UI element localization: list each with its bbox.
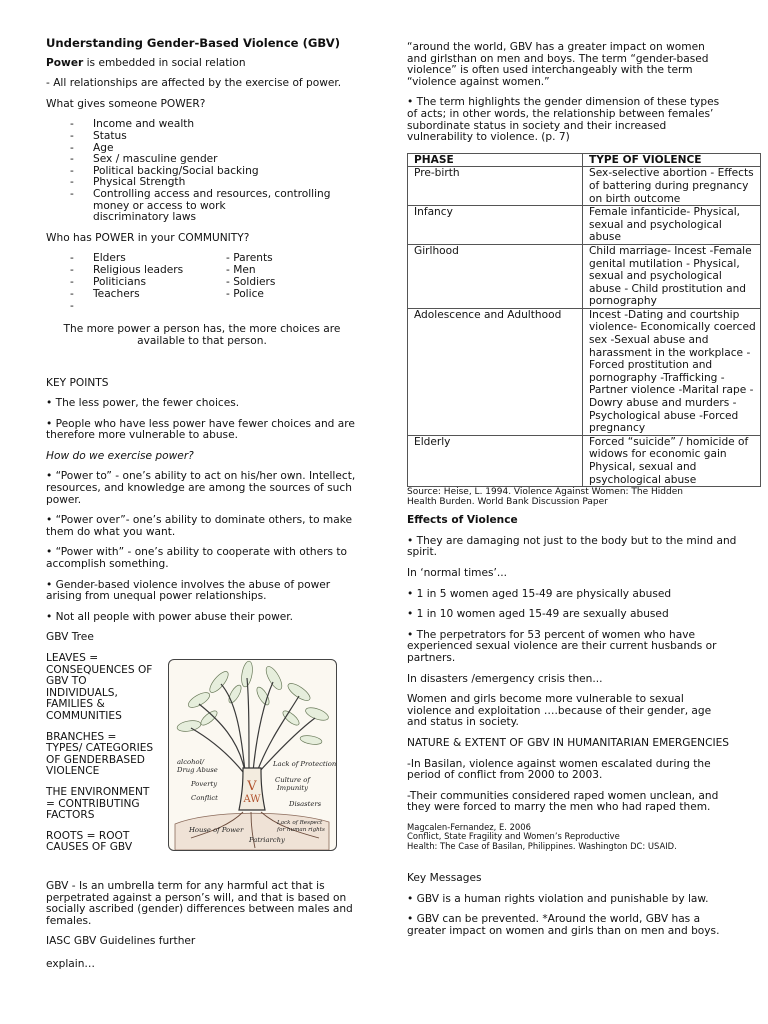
list-item: - Physical Strength — [46, 177, 358, 189]
list-item: - Elders - Parents — [70, 252, 273, 265]
phase-cell: Pre-birth — [408, 167, 583, 206]
table-row — [408, 206, 761, 245]
gbv-tree-illustration — [168, 659, 337, 851]
communities-line: -Their communities considered raped women unclean, and they were forced to marry the men who had raped them. — [407, 789, 719, 814]
list-item-text: discriminatory laws — [93, 211, 197, 224]
who-a: Religious leaders — [93, 264, 184, 277]
effect-point: • 1 in 5 women aged 15-49 are physically abused — [407, 587, 672, 600]
tree-word: Lack of Protection — [273, 760, 336, 768]
left-column — [46, 38, 358, 980]
type-cell: Sex-selective abortion - Effects of battering during pregnancy on birth outcome — [583, 167, 761, 206]
key-points-heading: KEY POINTS — [46, 376, 109, 389]
gbv-tree-heading: GBV Tree — [46, 631, 94, 644]
effect-point: • The perpetrators for 53 percent of women who have experienced sexual violence are their current husbands or partners. — [407, 628, 717, 664]
power-word: Power — [46, 56, 84, 69]
not-all-point: • Not all people with power abuse their power. — [46, 610, 294, 623]
who-b: - Police — [226, 288, 264, 301]
iasc-line: IASC GBV Guidelines further — [46, 935, 196, 948]
tree-label-leaves: LEAVES = CONSEQUENCES OF GBV TO INDIVIDUALS, FAMILIES & COMMUNITIES — [46, 652, 153, 722]
vulnerable-line: Women and girls become more vulnerable to sexual violence and exploitation ….because of their gender, age and status in society. — [407, 693, 712, 729]
key-message: • GBV can be prevented. *Around the world, GBV has a greater impact on women and girls than on men and boys. — [407, 913, 720, 937]
tree-word: Disasters — [289, 800, 322, 808]
list-item: - Status — [46, 131, 358, 143]
column-header-type: TYPE OF VIOLENCE — [583, 153, 761, 167]
umbrella-definition: GBV - Is an umbrella term for any harmful act that is perpetrated against a person’s will, and that is based on socially ascribed (gender) differences between males and females. — [46, 880, 353, 927]
citation-line: Magcalen-Fernandez, E. 2006 — [407, 821, 531, 832]
who-a: Elders — [93, 252, 126, 265]
table-row — [408, 167, 761, 206]
explain-line: explain… — [46, 957, 96, 970]
who-b: - Soldiers — [226, 276, 276, 289]
gbv-tree-section — [46, 653, 358, 875]
tree-word: Patriarchy — [249, 836, 285, 844]
right-column — [407, 42, 763, 946]
key-messages-heading: Key Messages — [407, 872, 482, 885]
effects-heading: Effects of Violence — [407, 514, 518, 527]
table-row — [408, 244, 761, 308]
tree-labels — [46, 653, 156, 863]
who-b: - Men — [226, 264, 256, 277]
tree-word: Culture of — [275, 776, 310, 784]
list-item: - Politicians - Soldiers — [70, 276, 276, 289]
list-item: - Age — [46, 143, 358, 155]
page-title: Understanding Gender-Based Violence (GBV) — [46, 36, 341, 50]
table-row — [408, 435, 761, 486]
type-cell: Female infanticide- Physical, sexual and psychological abuse — [583, 206, 761, 245]
effect-point: • 1 in 10 women aged 15-49 are sexually abused — [407, 608, 669, 621]
nature-heading: NATURE & EXTENT OF GBV IN HUMANITARIAN EMERGENCIES — [407, 736, 730, 749]
list-item: - Teachers - Police — [70, 288, 264, 301]
table-source: Source: Heise, L. 1994. Violence Against Women: The Hidden Health Burden. World Bank Discussion Paper — [407, 487, 683, 508]
phase-cell: Girlhood — [408, 244, 583, 308]
how-exercise-heading: How do we exercise power? — [46, 449, 194, 462]
list-item — [46, 189, 358, 224]
column-header-phase: PHASE — [408, 153, 583, 167]
tree-word: Impunity — [277, 784, 308, 792]
tree-label-environment: THE ENVIRONMENT = CONTRIBUTING FACTORS — [46, 785, 150, 822]
list-item: - Political backing/Social backing — [46, 166, 358, 178]
citation-line: Conflict, State Fragility and Women’s Reproductive — [407, 831, 620, 842]
more-power-note: The more power a person has, the more choices are available to that person. — [63, 323, 341, 347]
key-point: • People who have less power have fewer choices and are therefore more vulnerable to abuse. — [46, 417, 355, 442]
tree-word: Conflict — [191, 794, 218, 802]
community-list — [46, 253, 358, 313]
who-a: Politicians — [93, 276, 146, 289]
trunk-label: V — [247, 779, 257, 794]
phase-cell: Adolescence and Adulthood — [408, 308, 583, 435]
list-item: - — [70, 300, 74, 313]
term-point: • The term highlights the gender dimension of these types of acts; in other words, the relationship between females’ subordinate status in society and their increased vulnerability to violence. (p. 7) — [407, 96, 720, 144]
power-line — [46, 58, 358, 70]
who-a: Teachers — [93, 288, 140, 301]
tree-label-roots: ROOTS = ROOT CAUSES OF GBV — [46, 829, 133, 854]
tree-word: Drug Abuse — [177, 766, 218, 774]
intro-quote: “around the world, GBV has a greater impact on women and girlsthan on men and boys. The term “gender-based violence” is often used interchangeably with the term “violence against women.” — [407, 41, 709, 88]
tree-word: Lack of Respect — [277, 820, 323, 826]
who-b: - Parents — [226, 252, 273, 265]
power-with: • “Power with” - one’s ability to cooperate with others to accomplish something. — [46, 546, 348, 571]
power-to: • “Power to” - one’s ability to act on his/her own. Intellect, resources, and knowledge are among the sources of such power. — [46, 470, 356, 506]
power-rest: is embedded in social relation — [83, 56, 246, 69]
phase-cell: Infancy — [408, 206, 583, 245]
list-item: - Religious leaders - Men — [70, 264, 256, 277]
citation — [407, 823, 763, 851]
table-row — [408, 308, 761, 435]
tree-word: Poverty — [191, 780, 218, 788]
question-community: Who has POWER in your COMMUNITY? — [46, 231, 250, 244]
phase-cell: Elderly — [408, 435, 583, 486]
relationships-line: - All relationships are affected by the exercise of power. — [46, 77, 342, 90]
table-header-row — [408, 153, 761, 167]
tree-word: for human rights — [277, 827, 325, 833]
type-cell: Child marriage- Incest -Female genital mutilation - Physical, sexual and psychological abuse - Child prostitution and pornography — [583, 244, 761, 308]
list-item: - Income and wealth — [46, 119, 358, 131]
key-point: • The less power, the fewer choices. — [46, 397, 240, 410]
disasters-line: In disasters /emergency crisis then... — [407, 672, 603, 685]
list-item: - Sex / masculine gender — [46, 154, 358, 166]
power-over: • “Power over”- one’s ability to dominate others, to make them do what you want. — [46, 514, 353, 538]
citation-line: Health: The Case of Basilan, Philippines. Washington DC: USAID. — [407, 840, 677, 851]
question-power: What gives someone POWER? — [46, 97, 206, 110]
power-sources-list — [46, 119, 358, 223]
key-message: • GBV is a human rights violation and punishable by law. — [407, 892, 709, 905]
type-cell: Forced “suicide” / homicide of widows for economic gain Physical, sexual and psychological abuse — [583, 435, 761, 486]
tree-word: House of Power — [189, 826, 244, 834]
list-item-text: Controlling access and resources, controlling money or access to work — [93, 187, 331, 212]
tree-label-branches: BRANCHES = TYPES/ CATEGORIES OF GENDERBASED VIOLENCE — [46, 730, 154, 778]
normal-times: In ‘normal times’... — [407, 566, 507, 579]
effect-point: • They are damaging not just to the body but to the mind and spirit. — [407, 534, 737, 559]
basilan-line: -In Basilan, violence against women escalated during the period of conflict from 2000 to 2003. — [407, 757, 711, 782]
type-cell: Incest -Dating and courtship violence- Economically coerced sex -Sexual abuse and harassment in the workplace -Forced prostitution and pornography -Trafficking -Partner violence -Marital rape -Dowry abuse and murders -Psychological abuse -Forced pregnancy — [583, 308, 761, 435]
phase-violence-table — [407, 153, 761, 487]
trunk-label-sub: AW — [243, 794, 261, 805]
tree-drawing — [169, 660, 336, 850]
gbv-abuse-point: • Gender-based violence involves the abuse of power arising from unequal power relationships. — [46, 578, 331, 603]
tree-word: alcohol/ — [177, 758, 205, 766]
